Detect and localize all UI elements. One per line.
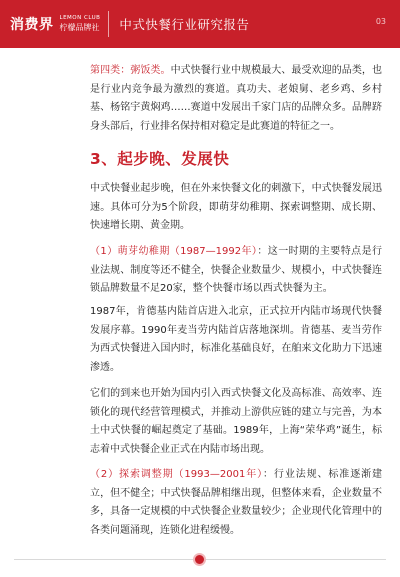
logo-sub-text: 柠檬品牌社 <box>59 22 100 32</box>
logo-en-text: LEMON CLUB <box>59 15 101 22</box>
brand-logo <box>10 11 109 37</box>
paragraph-lead: 第四类：粥饭类。 <box>90 65 171 76</box>
page-header <box>0 0 400 48</box>
stage-heading: （1）萌芽幼稚期（1987—1992年） <box>90 246 258 257</box>
logo-text: 消费界 <box>10 17 54 33</box>
report-title: 中式快餐行业研究报告 <box>119 17 250 32</box>
paragraph-text: ：行业法规、标准逐渐建立，但不健全；中式快餐品牌相继出现，但整体来看，企业数量不多，具备一定规模的中式快餐企业数量较少；企业现代化管理中的各类问题涌现，连锁化进程缓慢。 <box>90 469 383 536</box>
stage-heading: （2）探索调整期（1993—2001年） <box>90 469 264 480</box>
paragraph-intro: 中式快餐业起步晚，但在外来快餐文化的刺激下，中式快餐发展迅速。具体可分为5个阶段，即萌芽幼稚期、探索调整期、成长期、快速增长期、黄金期。 <box>90 183 382 231</box>
footer-dot-icon <box>193 553 206 566</box>
section-title: 3、起步晚、发展快 <box>90 150 230 168</box>
logo-sub <box>60 16 101 32</box>
paragraph-western-influence: 它们的到来也开始为国内引入西式快餐文化及高标准、高效率、连锁化的现代经营管理模式，并推动上游供应链的建立与完善，为本土中式快餐的崛起奠定了基础。1989年，上海“荣华鸡”诞生，标志着中式快餐企业正式在内陆市场出现。 <box>90 388 382 455</box>
paragraph-stage-1 <box>90 243 382 299</box>
page-number: 03 <box>375 17 386 26</box>
paragraph-text: ：这一时期的主要特点是行业法规、制度等还不健全，快餐企业数量少、规模小，中式快餐连锁品牌数量不足20家，整个快餐市场以西式快餐为主。 <box>90 246 382 294</box>
paragraph-congee-rice <box>90 62 382 136</box>
paragraph-kfc-mcdonalds: 1987年，肯德基内陆首店进入北京，正式拉开内陆市场现代快餐发展序幕。1990年麦当劳内陆首店落地深圳。肯德基、麦当劳作为西式快餐进入国内时，标准化基础良好，在舶来文化助力下迅速渗透。 <box>90 306 382 373</box>
paragraph-stage-2 <box>90 466 382 540</box>
paragraph-text: 中式快餐行业中规模最大、最受欢迎的品类，也是行业内竞争最为激烈的赛道。真功夫、老娘舅、老乡鸡、乡村基、杨铭宇黄焖鸡……赛道中发展出千家门店的品牌众多。品牌跻身头部后，行业排名保持相对稳定是此赛道的特征之一。 <box>90 65 383 132</box>
